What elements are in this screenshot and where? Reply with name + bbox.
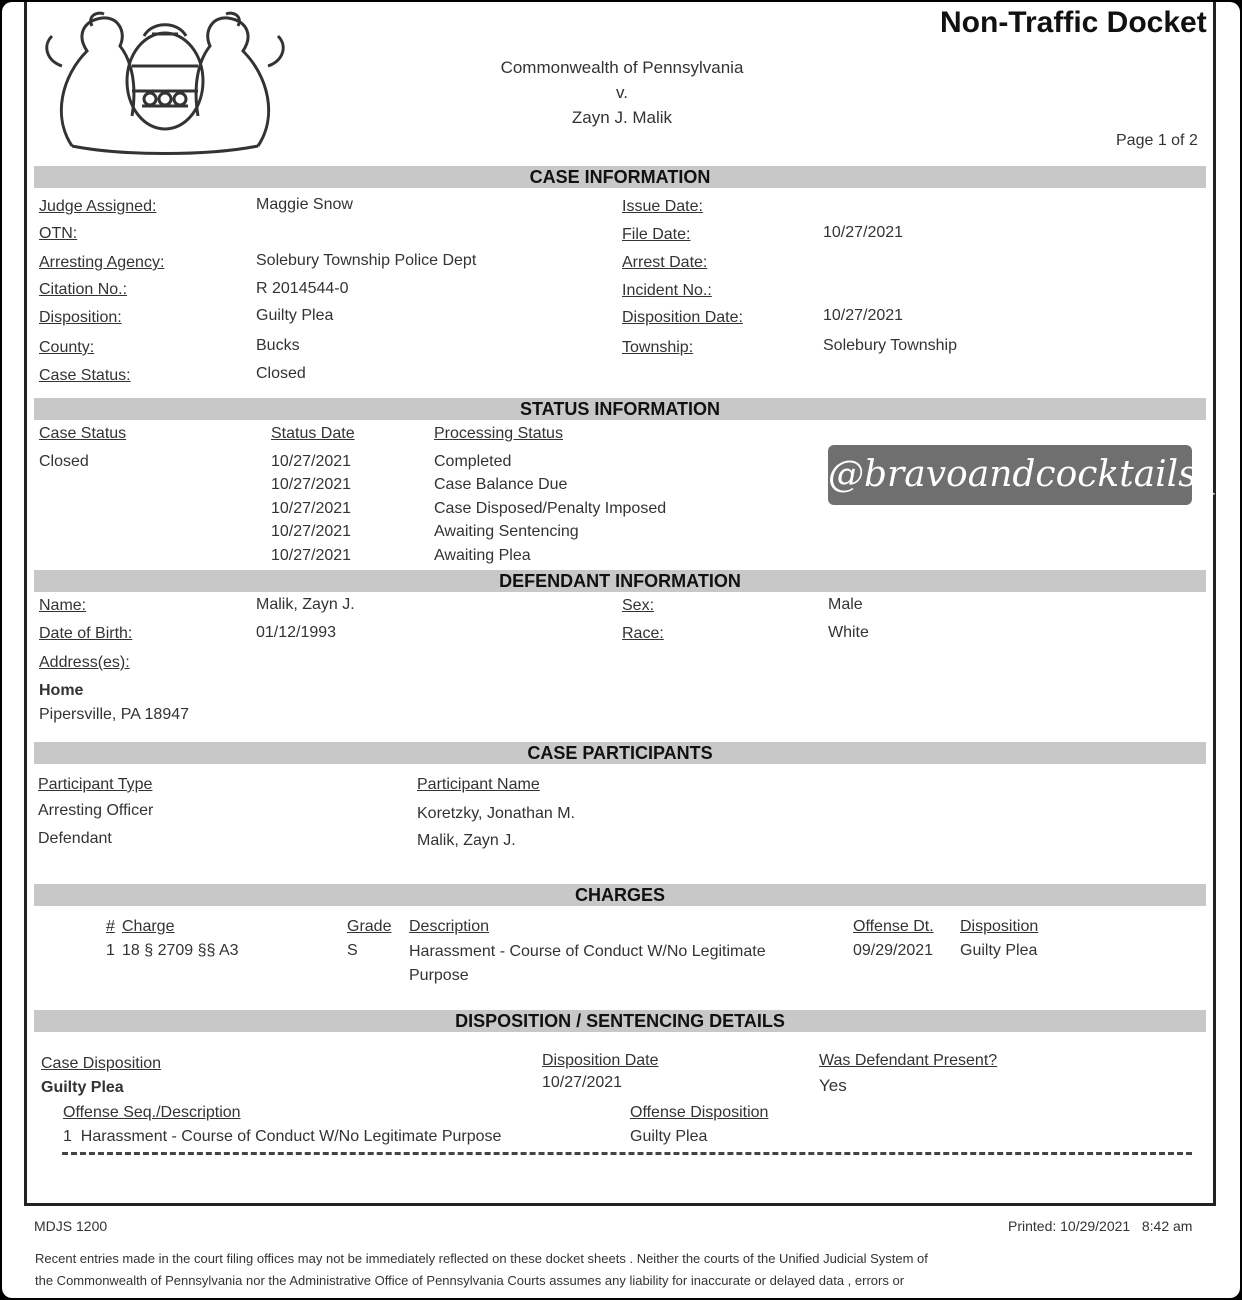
case-disposition-value: Guilty Plea (41, 1079, 124, 1096)
judge-label: Judge Assigned: (39, 198, 157, 215)
charge-number: 1 (106, 942, 115, 959)
watermark-handle: @bravoandcocktails_ (828, 445, 1192, 505)
participant-col-type: Participant Type (38, 776, 153, 793)
charge-grade: S (347, 942, 358, 959)
arrest-date-label: Arrest Date: (622, 254, 708, 271)
disposition-label: Disposition: (39, 309, 122, 326)
county-label: County: (39, 339, 95, 356)
dob-label: Date of Birth: (39, 625, 133, 642)
status-row-status: Awaiting Plea (434, 547, 531, 564)
status-row-date: 10/27/2021 (271, 476, 352, 493)
disposition-date-value: 10/27/2021 (823, 307, 904, 324)
disclaimer-line-1: Recent entries made in the court filing offices may not be immediately reflected on these docket sheets . Neither the courts of the Unified Judicial System of (35, 1251, 928, 1266)
sentencing-disposition-date-label: Disposition Date (542, 1052, 659, 1069)
status-information-heading: STATUS INFORMATION (34, 398, 1206, 420)
dob-value: 01/12/1993 (256, 624, 337, 641)
status-row-date: 10/27/2021 (271, 500, 352, 517)
file-date-value: 10/27/2021 (823, 224, 904, 241)
status-row-date: 10/27/2021 (271, 547, 352, 564)
race-label: Race: (622, 625, 664, 642)
participant-type: Arresting Officer (38, 802, 154, 819)
charge-disposition: Guilty Plea (960, 942, 1038, 959)
agency-value: Solebury Township Police Dept (256, 252, 477, 269)
case-information-heading: CASE INFORMATION (34, 166, 1206, 188)
defendant-present-label: Was Defendant Present? (819, 1052, 998, 1069)
offense-seq-label: Offense Seq./Description (63, 1104, 241, 1121)
status-case-status-value: Closed (39, 453, 89, 470)
status-row-status: Completed (434, 453, 512, 470)
sentencing-disposition-date-value: 10/27/2021 (542, 1074, 623, 1091)
judge-value: Maggie Snow (256, 196, 353, 213)
participant-type: Defendant (38, 830, 112, 847)
address-value: Pipersville, PA 18947 (39, 706, 190, 723)
sex-value: Male (828, 596, 863, 613)
charge-offense-date: 09/29/2021 (853, 942, 934, 959)
charge-col-number: # (106, 918, 115, 935)
case-status-label: Case Status: (39, 367, 131, 384)
status-row-status: Case Disposed/Penalty Imposed (434, 500, 667, 517)
citation-value: R 2014544-0 (256, 280, 349, 297)
case-disposition-label: Case Disposition (41, 1055, 162, 1072)
disposition-value: Guilty Plea (256, 307, 334, 324)
name-value: Malik, Zayn J. (256, 596, 355, 613)
defendant-information-heading: DEFENDANT INFORMATION (34, 570, 1206, 592)
township-value: Solebury Township (823, 337, 958, 354)
status-row-date: 10/27/2021 (271, 453, 352, 470)
offense-disposition-label: Offense Disposition (630, 1104, 769, 1121)
participant-name: Malik, Zayn J. (417, 832, 516, 849)
form-id: MDJS 1200 (34, 1218, 108, 1234)
charge-col-disposition: Disposition (960, 918, 1039, 935)
status-col-case-status: Case Status (39, 425, 127, 442)
file-date-label: File Date: (622, 226, 691, 243)
otn-label: OTN: (39, 225, 78, 242)
agency-label: Arresting Agency: (39, 254, 165, 271)
citation-label: Citation No.: (39, 281, 128, 298)
dashed-separator (62, 1152, 1192, 1155)
status-row-status: Awaiting Sentencing (434, 523, 579, 540)
caption-line-1: Commonwealth of Pennsylvania (500, 58, 744, 77)
defendant-present-value: Yes (819, 1076, 847, 1095)
caption-line-3: Zayn J. Malik (571, 108, 673, 127)
incident-label: Incident No.: (622, 282, 712, 299)
township-label: Township: (622, 339, 694, 356)
race-value: White (828, 624, 869, 641)
status-row-status: Case Balance Due (434, 476, 568, 493)
printed-timestamp: Printed: 10/29/2021 8:42 am (1008, 1218, 1193, 1234)
name-label: Name: (39, 597, 87, 614)
disposition-sentencing-heading: DISPOSITION / SENTENCING DETAILS (34, 1010, 1206, 1032)
status-col-processing: Processing Status (434, 425, 563, 442)
case-participants-heading: CASE PARTICIPANTS (34, 742, 1206, 764)
sex-label: Sex: (622, 597, 655, 614)
status-row-date: 10/27/2021 (271, 523, 352, 540)
charge-description-line-1: Harassment - Course of Conduct W/No Legitimate (409, 943, 766, 960)
address-type: Home (39, 682, 84, 699)
charge-col-charge: Charge (122, 918, 175, 935)
charge-col-offense-date: Offense Dt. (853, 918, 934, 935)
address-label: Address(es): (39, 654, 130, 671)
offense-seq-value: 1 Harassment - Course of Conduct W/No Legitimate Purpose (63, 1128, 502, 1145)
county-value: Bucks (256, 337, 300, 354)
disclaimer-line-2: the Commonwealth of Pennsylvania nor the Administrative Office of Pennsylvania Courts assumes any liability for inaccurate or delayed data , errors or (35, 1273, 905, 1288)
issue-date-label: Issue Date: (622, 198, 703, 215)
participant-name: Koretzky, Jonathan M. (417, 805, 575, 822)
charge-description-line-2: Purpose (409, 967, 469, 984)
charge-col-grade: Grade (347, 918, 392, 935)
pennsylvania-seal-icon (32, 6, 298, 156)
charge-col-description: Description (409, 918, 490, 935)
page-number: Page 1 of 2 (1116, 132, 1198, 149)
participant-col-name: Participant Name (417, 776, 540, 793)
status-col-status-date: Status Date (271, 425, 355, 442)
disposition-date-label: Disposition Date: (622, 309, 743, 326)
document-title: Non-Traffic Docket (940, 6, 1207, 39)
charges-heading: CHARGES (34, 884, 1206, 906)
offense-disposition-value: Guilty Plea (630, 1128, 708, 1145)
docket-sheet (2, 2, 1240, 1298)
case-status-value: Closed (256, 365, 306, 382)
caption-line-2: v. (616, 83, 628, 102)
charge-statute: 18 § 2709 §§ A3 (122, 942, 239, 959)
